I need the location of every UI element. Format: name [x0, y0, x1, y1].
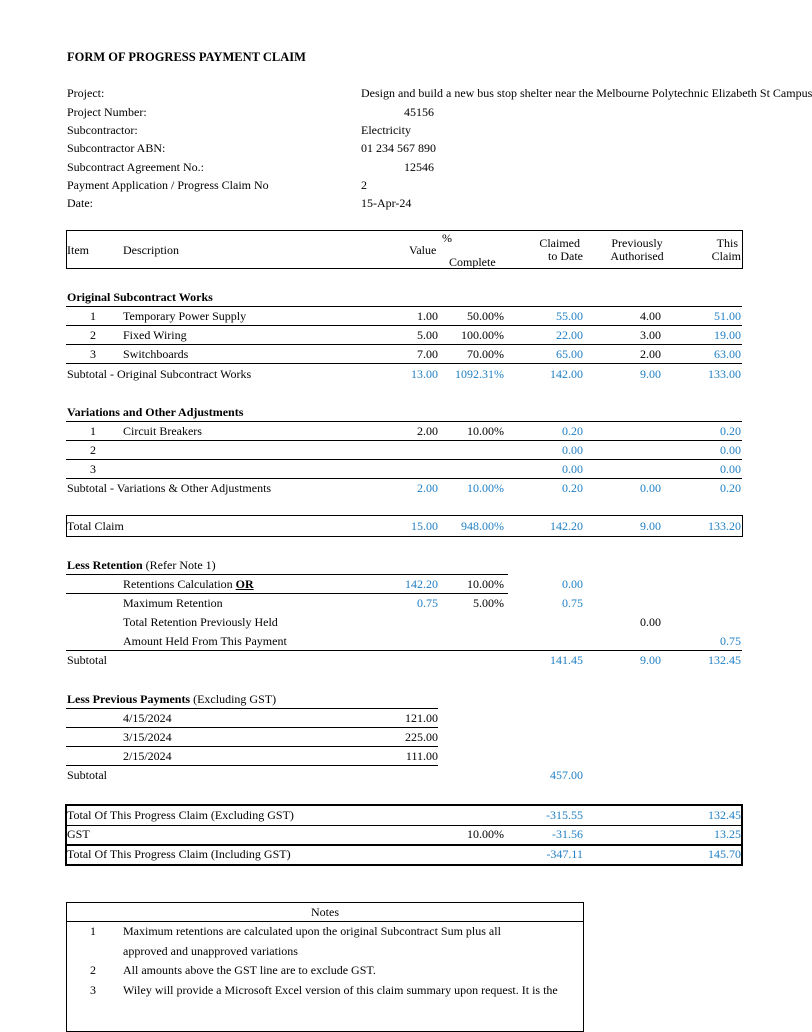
row-value: 5.00 — [417, 328, 438, 342]
notes-heading: Notes — [311, 905, 339, 919]
row-description: Fixed Wiring — [123, 328, 187, 342]
header-to-date: to Date — [548, 249, 583, 263]
detail-value: 01 234 567 890 — [361, 141, 436, 155]
row-percent: 100.00% — [461, 328, 504, 342]
max-retention-percent: 5.00% — [473, 596, 504, 610]
subtotal-percent: 1092.31% — [455, 367, 504, 381]
subtotal-this-claim: 133.00 — [708, 367, 741, 381]
detail-value: 15-Apr-24 — [361, 196, 412, 210]
gst-percent: 10.00% — [467, 827, 504, 841]
detail-value: 45156 — [404, 105, 434, 119]
subtotal-claimed: 142.00 — [550, 367, 583, 381]
payment-date: 4/15/2024 — [123, 711, 172, 725]
row-this-claim: 0.00 — [720, 443, 741, 457]
row-value: 1.00 — [417, 309, 438, 323]
detail-label: Payment Application / Progress Claim No — [67, 178, 269, 192]
subtotal-this-claim: 0.20 — [720, 481, 741, 495]
note-text: Wiley will provide a Microsoft Excel version of this claim summary upon request. It is the — [123, 983, 558, 997]
row-this-claim: 0.20 — [720, 424, 741, 438]
header-previously: Previously — [611, 236, 663, 250]
prev-held-label: Total Retention Previously Held — [123, 615, 278, 629]
row-description: Switchboards — [123, 347, 189, 361]
subtotal-previous: 9.00 — [640, 653, 661, 667]
row-percent: 10.00% — [467, 424, 504, 438]
subtotal-label: Subtotal — [67, 653, 108, 667]
row-value: 2.00 — [417, 424, 438, 438]
max-retention-claimed: 0.75 — [562, 596, 583, 610]
gst-label: GST — [67, 827, 90, 841]
subtotal-this-claim: 132.45 — [708, 653, 741, 667]
row-this-claim: 0.00 — [720, 462, 741, 476]
header-this: This — [716, 236, 738, 250]
payment-date: 2/15/2024 — [123, 749, 172, 763]
row-value: 7.00 — [417, 347, 438, 361]
detail-label: Subcontract Agreement No.: — [67, 160, 204, 174]
note-text: approved and unapproved variations — [123, 944, 298, 958]
row-this-claim: 19.00 — [714, 328, 741, 342]
header-percent: % — [442, 231, 452, 245]
retention-calc-value: 142.20 — [405, 577, 438, 591]
subtotal-value: 2.00 — [417, 481, 438, 495]
previous-payments-heading: Less Previous Payments — [67, 692, 191, 706]
header-claimed: Claimed — [539, 236, 580, 250]
total-incl-gst-label: Total Of This Progress Claim (Including GST) — [67, 847, 291, 861]
prev-held-value: 0.00 — [640, 615, 661, 629]
header-value: Value — [409, 243, 437, 257]
row-previous: 3.00 — [640, 328, 661, 342]
note-number: 2 — [90, 963, 96, 977]
detail-value: Design and build a new bus stop shelter near the Melbourne Polytechnic Elizabeth St Campus — [361, 86, 812, 100]
row-item: 2 — [90, 328, 96, 342]
row-description: Circuit Breakers — [123, 424, 202, 438]
row-this-claim: 51.00 — [714, 309, 741, 323]
row-item: 1 — [90, 424, 96, 438]
payment-date: 3/15/2024 — [123, 730, 172, 744]
detail-label: Subcontractor ABN: — [67, 141, 166, 155]
section-heading — [67, 692, 276, 707]
row-percent: 50.00% — [467, 309, 504, 323]
detail-label: Project Number: — [67, 105, 147, 119]
detail-label: Project: — [67, 86, 105, 100]
retention-calc-label — [123, 577, 254, 592]
note-text: All amounts above the GST line are to exclude GST. — [123, 963, 376, 977]
note-number: 1 — [90, 924, 96, 938]
subtotal-claimed: 0.20 — [562, 481, 583, 495]
section-heading: Original Subcontract Works — [67, 290, 213, 304]
total-excl-gst-this: 132.45 — [708, 808, 741, 822]
total-incl-gst-this: 145.70 — [708, 847, 741, 861]
detail-label: Subcontractor: — [67, 123, 138, 137]
retention-calc-claimed: 0.00 — [562, 577, 583, 591]
gst-this: 13.25 — [714, 827, 741, 841]
total-excl-gst-label: Total Of This Progress Claim (Excluding GST) — [67, 808, 294, 822]
or-label: OR — [235, 577, 254, 591]
row-claimed: 0.00 — [562, 443, 583, 457]
total-claim-previous: 9.00 — [640, 519, 661, 533]
row-this-claim: 63.00 — [714, 347, 741, 361]
row-claimed: 22.00 — [556, 328, 583, 342]
detail-value: 2 — [361, 178, 367, 192]
total-claim-label: Total Claim — [67, 519, 124, 533]
subtotal-percent: 10.00% — [467, 481, 504, 495]
header-authorised: Authorised — [610, 249, 664, 263]
header-claim: Claim — [711, 249, 741, 263]
note-number: 3 — [90, 983, 96, 997]
retention-note: (Refer Note 1) — [142, 558, 216, 572]
detail-value: Electricity — [361, 123, 411, 137]
header-item: Item — [67, 243, 89, 257]
row-claimed: 0.20 — [562, 424, 583, 438]
row-previous: 2.00 — [640, 347, 661, 361]
payment-amount: 225.00 — [405, 730, 438, 744]
max-retention-value: 0.75 — [417, 596, 438, 610]
row-claimed: 55.00 — [556, 309, 583, 323]
row-claimed: 65.00 — [556, 347, 583, 361]
subtotal-label: Subtotal - Original Subcontract Works — [67, 367, 252, 381]
header-description: Description — [123, 243, 179, 257]
row-percent: 70.00% — [467, 347, 504, 361]
row-description: Temporary Power Supply — [123, 309, 247, 323]
total-incl-gst-claimed: -347.11 — [546, 847, 583, 861]
row-claimed: 0.00 — [562, 462, 583, 476]
subtotal-claimed: 457.00 — [550, 768, 583, 782]
gst-claimed: -31.56 — [552, 827, 583, 841]
row-previous: 4.00 — [640, 309, 661, 323]
max-retention-label: Maximum Retention — [123, 596, 223, 610]
subtotal-claimed: 141.45 — [550, 653, 583, 667]
label-text: Retentions Calculation — [123, 577, 236, 591]
row-item: 3 — [90, 462, 96, 476]
row-item: 3 — [90, 347, 96, 361]
subtotal-previous: 0.00 — [640, 481, 661, 495]
subtotal-previous: 9.00 — [640, 367, 661, 381]
amount-held-value: 0.75 — [720, 634, 741, 648]
header-complete: Complete — [449, 255, 496, 269]
detail-value: 12546 — [404, 160, 434, 174]
subtotal-label: Subtotal - Variations & Other Adjustments — [67, 481, 272, 495]
detail-label: Date: — [67, 196, 93, 210]
amount-held-label: Amount Held From This Payment — [123, 634, 287, 648]
retention-calc-percent: 10.00% — [467, 577, 504, 591]
subtotal-value: 13.00 — [411, 367, 438, 381]
payment-amount: 121.00 — [405, 711, 438, 725]
total-claim-this: 133.20 — [708, 519, 741, 533]
payment-amount: 111.00 — [405, 749, 438, 763]
total-claim-claimed: 142.20 — [550, 519, 583, 533]
page-title: FORM OF PROGRESS PAYMENT CLAIM — [67, 50, 306, 64]
total-claim-percent: 948.00% — [461, 519, 504, 533]
row-item: 1 — [90, 309, 96, 323]
section-heading — [67, 558, 216, 573]
total-claim-value: 15.00 — [411, 519, 438, 533]
subtotal-label: Subtotal — [67, 768, 108, 782]
row-item: 2 — [90, 443, 96, 457]
total-excl-gst-claimed: -315.55 — [546, 808, 583, 822]
section-heading: Variations and Other Adjustments — [67, 405, 244, 419]
previous-payments-note: (Excluding GST) — [190, 692, 277, 706]
note-text: Maximum retentions are calculated upon the original Subcontract Sum plus all — [123, 924, 501, 938]
retention-heading: Less Retention — [67, 558, 143, 572]
